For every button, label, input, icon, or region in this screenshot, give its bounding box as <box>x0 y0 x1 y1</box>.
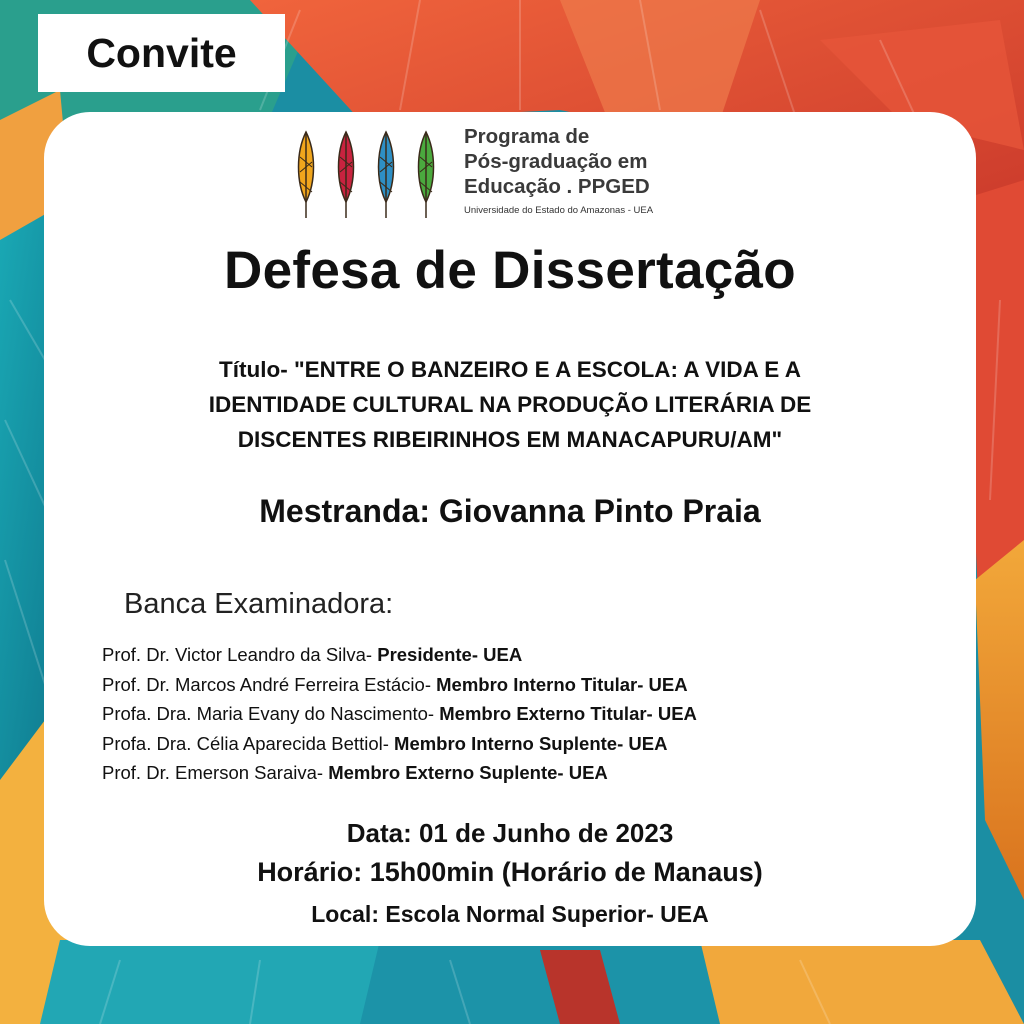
member-role: Membro Externo Titular- UEA <box>439 703 697 724</box>
event-location: Local: Escola Normal Superior- UEA <box>311 901 709 927</box>
member-role: Presidente- UEA <box>377 644 523 665</box>
event-time: Horário: 15h00min (Horário de Manaus) <box>257 857 763 887</box>
member-name: Prof. Dr. Victor Leandro da Silva- <box>102 644 378 665</box>
member-role: Membro Interno Titular- UEA <box>436 673 688 695</box>
member-name: Prof. Dr. Emerson Saraiva- <box>102 762 329 783</box>
member-name: Profa. Dra. Maria Evany do Nascimento- <box>102 703 440 724</box>
logo-text <box>464 124 653 216</box>
committee-member <box>102 640 697 670</box>
member-role: Membro Interno Suplente- UEA <box>394 732 668 754</box>
dissertation-title-line: DISCENTES RIBEIRINHOS EM MANACAPURU/AM" <box>237 427 783 452</box>
member-name: Profa. Dra. Célia Aparecida Bettiol- <box>102 732 395 754</box>
candidate-name: Mestranda: Giovanna Pinto Praia <box>259 493 761 529</box>
invitation-card <box>44 112 976 946</box>
feathers-icon <box>294 122 454 222</box>
dissertation-title <box>104 352 916 457</box>
event-title: Defesa de Dissertação <box>224 241 796 300</box>
member-name: Prof. Dr. Marcos André Ferreira Estácio- <box>102 673 437 695</box>
event-date: Data: 01 de Junho de 2023 <box>346 818 674 848</box>
committee-list <box>102 640 697 788</box>
committee-member <box>102 729 697 759</box>
dissertation-title-line: IDENTIDADE CULTURAL NA PRODUÇÃO LITERÁRIA DE <box>208 392 812 417</box>
committee-heading: Banca Examinadora: <box>124 588 394 620</box>
ppged-logo <box>294 122 754 227</box>
committee-member <box>102 758 697 788</box>
committee-member <box>102 670 697 700</box>
logo-university: Universidade do Estado do Amazonas - UEA <box>464 205 654 216</box>
committee-member <box>102 699 697 729</box>
invite-badge: Convite <box>38 14 285 92</box>
member-role: Membro Externo Suplente- UEA <box>328 762 608 783</box>
logo-line-3: Educação . PPGED <box>464 175 650 198</box>
dissertation-title-line: Título- "ENTRE O BANZEIRO E A ESCOLA: A VIDA E A <box>219 357 801 382</box>
logo-line-1: Programa de <box>464 125 590 148</box>
logo-line-2: Pós-graduação em <box>464 150 648 173</box>
